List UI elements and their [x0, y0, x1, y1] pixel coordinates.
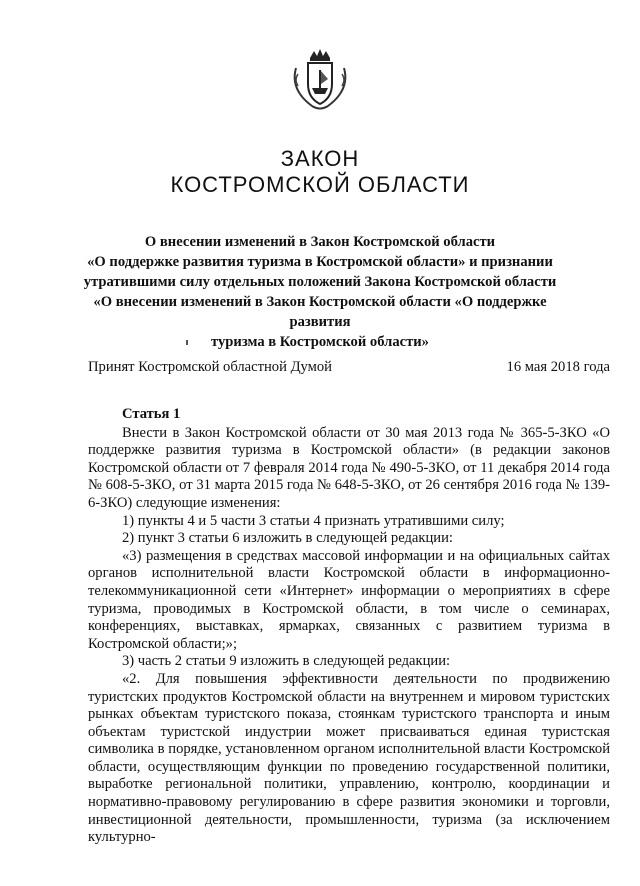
law-subject: [70, 232, 570, 352]
article-paragraph: 2) пункт 3 статьи 6 изложить в следующей редакции:: [122, 530, 453, 547]
adopted-date: 16 мая 2018 года: [506, 359, 610, 375]
subject-line: «О поддержке развития туризма в Костромской области» и признании: [87, 254, 553, 270]
subject-line: туризма в Костромской области»: [211, 334, 429, 350]
article-paragraph: 3) часть 2 статьи 9 изложить в следующей редакции:: [122, 653, 451, 670]
law-region: КОСТРОМСКОЙ ОБЛАСТИ: [170, 172, 470, 197]
article-paragraph: Внести в Закон Костромской области от 30 мая 2013 года № 365-5-ЗКО «О поддержке развития туризма в Костромской области» (в редакции законов Костромской области от 7 февраля 2014 года № 490-5-ЗКО, от 11 декабря 2014 года № 608-5-ЗКО, от 31 марта 2015 года № 648-5-ЗКО, от 26 сентября 2016 года № 139-6-ЗКО) следующие изменения:: [88, 424, 610, 511]
coat-of-arms-emblem: [288, 48, 352, 112]
subject-line: «О внесении изменений в Закон Костромской области «О поддержке развития: [93, 294, 547, 330]
subject-line: утратившими силу отдельных положений Закона Костромской области: [83, 274, 557, 290]
subject-line: О внесении изменений в Закон Костромской области: [144, 234, 496, 250]
article-heading: Статья 1: [122, 406, 181, 422]
article-paragraph: «2. Для повышения эффективности деятельности по продвижению туристских продуктов Костромской области на внутреннем и мировом туристских рынках объектам туристского показа, стоянкам туристского транспорта и иным объектам туристской индустрии может присваиваться единая туристская символика в порядке, установленном органом исполнительной власти Костромской области, осуществляющим функции по проведению государственной политики, выработке региональной политики, управлению, контролю, координации и нормативно-правовому регулированию в сфере развития экономики и торговли, инвестиционной деятельности, промышленности, туризма (за исключением культурно-: [88, 670, 610, 846]
adoption-line: [88, 357, 610, 377]
article-body: [88, 406, 610, 847]
article-paragraph: «3) размещения в средствах массовой информации и на официальных сайтах органов исполнительной власти Костромской области в информационно-телекоммуникационной сети «Интернет» информации о мероприятиях в сфере туризма, проводимых в Костромской области, в том числе о семинарах, конференциях, выставках, ярмарках, связанных с развитием туризма в Костромской области;»;: [88, 547, 610, 652]
adopted-by: Принят Костромской областной Думой: [88, 359, 332, 375]
scan-mark: [186, 340, 188, 345]
article-paragraph: 1) пункты 4 и 5 части 3 статьи 4 признать утратившими силу;: [122, 512, 505, 529]
law-title: ЗАКОН: [280, 146, 360, 171]
